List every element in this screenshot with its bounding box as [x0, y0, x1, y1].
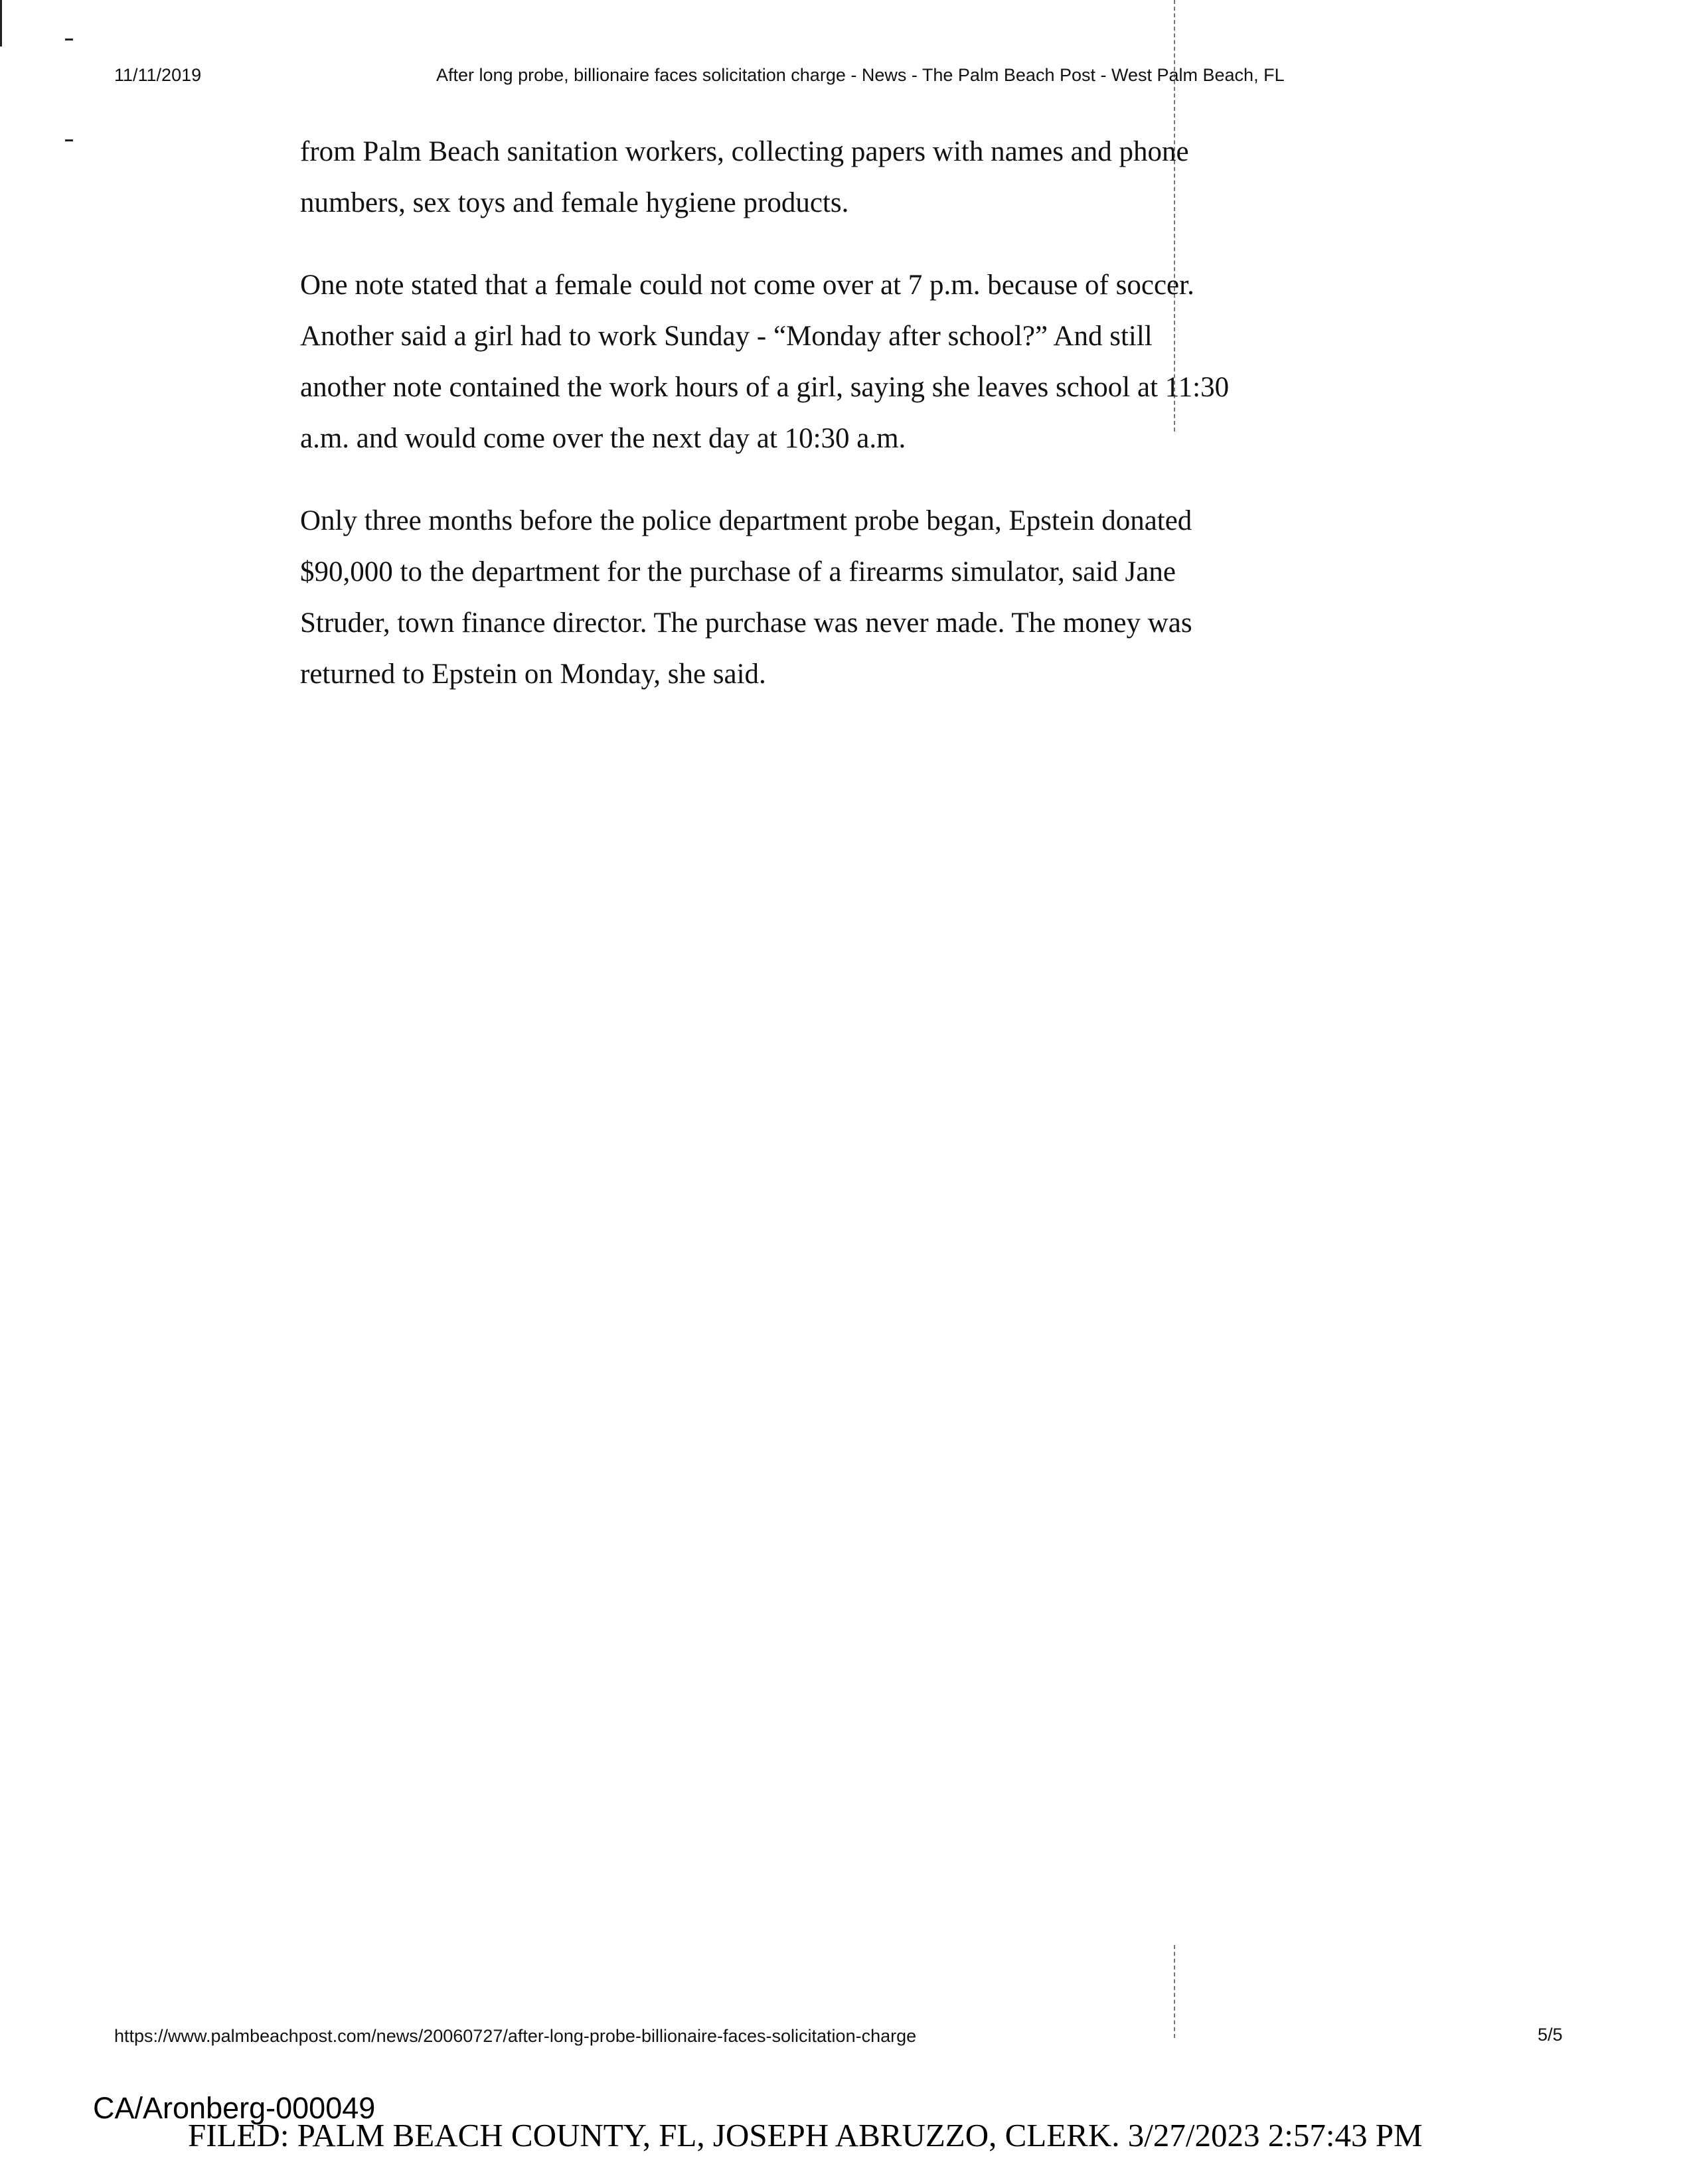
- print-date: 11/11/2019: [114, 65, 202, 85]
- article-paragraph: One note stated that a female could not come over at 7 p.m. because of soccer. Another said a girl had to work Sunday - “Monday after school?” And still another note contained the work hours of a girl, saying she leaves school at 11:30 a.m. and would come over the next day at 10:30 a.m.: [300, 270, 1230, 454]
- page-number: 5/5: [1538, 2025, 1563, 2045]
- article-paragraph: from Palm Beach sanitation workers, collecting papers with names and phone numbers, sex toys and female hygiene products.: [300, 136, 1189, 218]
- scan-dash-1: [65, 39, 73, 40]
- scan-vertical-line-bottom: [1174, 1945, 1175, 2038]
- scan-mark-left-top: [0, 0, 2, 46]
- source-url: https://www.palmbeachpost.com/news/20060727/after-long-probe-billionaire-faces-solicitation-charge: [114, 2026, 917, 2046]
- page-title: After long probe, billionaire faces solicitation charge - News - The Palm Beach Post - West Palm Beach, FL: [436, 65, 1285, 85]
- scan-dash-2: [65, 139, 73, 141]
- article-body: [300, 126, 1429, 731]
- filed-stamp: FILED: PALM BEACH COUNTY, FL, JOSEPH ABRUZZO, CLERK. 3/27/2023 2:57:43 PM: [188, 2117, 1423, 2153]
- bates-number: CA/Aronberg-000049: [93, 2091, 376, 2125]
- article-paragraph: Only three months before the police department probe began, Epstein donated $90,000 to the department for the purchase of a firearms simulator, said Jane Struder, town finance director. The purchase was never made. The money was returned to Epstein on Monday, she said.: [300, 505, 1192, 690]
